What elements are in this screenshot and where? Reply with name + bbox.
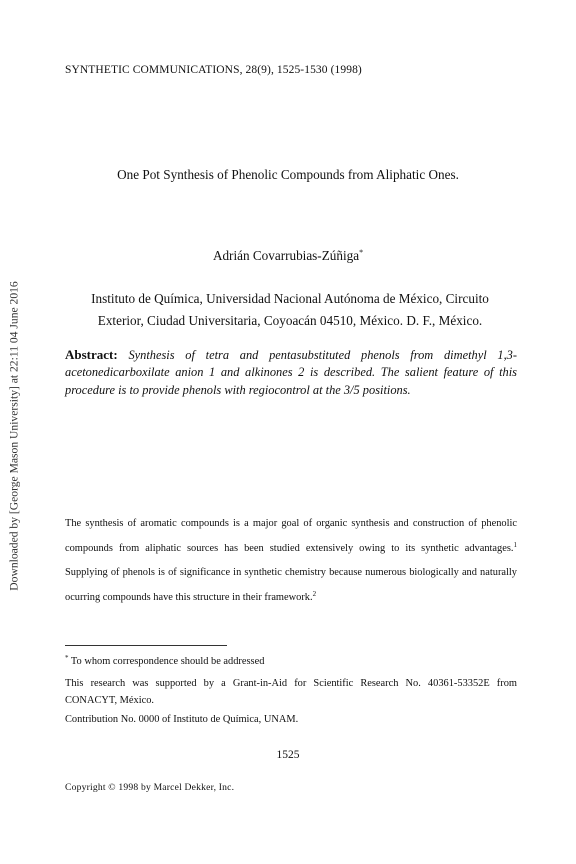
footnote-correspondence-text: To whom correspondence should be addressed xyxy=(70,656,265,667)
footnote-mark: * xyxy=(65,654,69,662)
author-line xyxy=(0,248,576,264)
journal-header: SYNTHETIC COMMUNICATIONS, 28(9), 1525-1530 (1998) xyxy=(65,64,362,76)
footnote-correspondence xyxy=(65,654,264,667)
author-name: Adrián Covarrubias-Zúñiga xyxy=(212,248,360,263)
abstract-label: Abstract: xyxy=(65,347,118,362)
body-text-part-1: The synthesis of aromatic compounds is a major goal of organic synthesis and construction of phenolic compounds from aliphatic sources has been studied extensively owing to its synthetic advantages. xyxy=(65,518,517,554)
footnote-divider xyxy=(65,645,227,646)
affiliation-line-2: Exterior, Ciudad Universitaria, Coyoacán 04510, México. D. F., México. xyxy=(97,313,483,328)
abstract xyxy=(65,346,517,399)
reference-marker-2: 2 xyxy=(312,589,317,598)
copyright-notice: Copyright © 1998 by Marcel Dekker, Inc. xyxy=(65,782,235,793)
body-paragraph xyxy=(65,512,517,610)
page-number: 1525 xyxy=(276,749,300,761)
affiliation-line-1: Instituto de Química, Universidad Nacional Autónoma de México, Circuito xyxy=(91,291,489,306)
article-title: One Pot Synthesis of Phenolic Compounds from Aliphatic Ones. xyxy=(117,167,459,182)
affiliation xyxy=(60,288,520,332)
abstract-text: Synthesis of tetra and pentasubstituted phenols from dimethyl 1,3-acetonedicarboxilate anion 1 and alkinones 2 is described. The salient feature of this procedure is to provide phenols with regiocontrol at the 3/5 positions. xyxy=(65,348,517,397)
author-footnote-mark: * xyxy=(359,248,364,257)
footnote-contribution: Contribution No. 0000 of Instituto de Química, UNAM. xyxy=(65,714,299,725)
footnote-funding: This research was supported by a Grant-in-Aid for Scientific Research No. 40361-53352E from CONACYT, México. xyxy=(65,678,517,707)
download-watermark-text: Downloaded by [George Mason University] at 22:11 04 June 2016 xyxy=(7,281,21,591)
body-text-part-2: Supplying of phenols is of significance in synthetic chemistry because numerous biologically and naturally ocurring compounds have this structure in their framework. xyxy=(65,567,517,603)
reference-marker-1: 1 xyxy=(513,540,517,549)
